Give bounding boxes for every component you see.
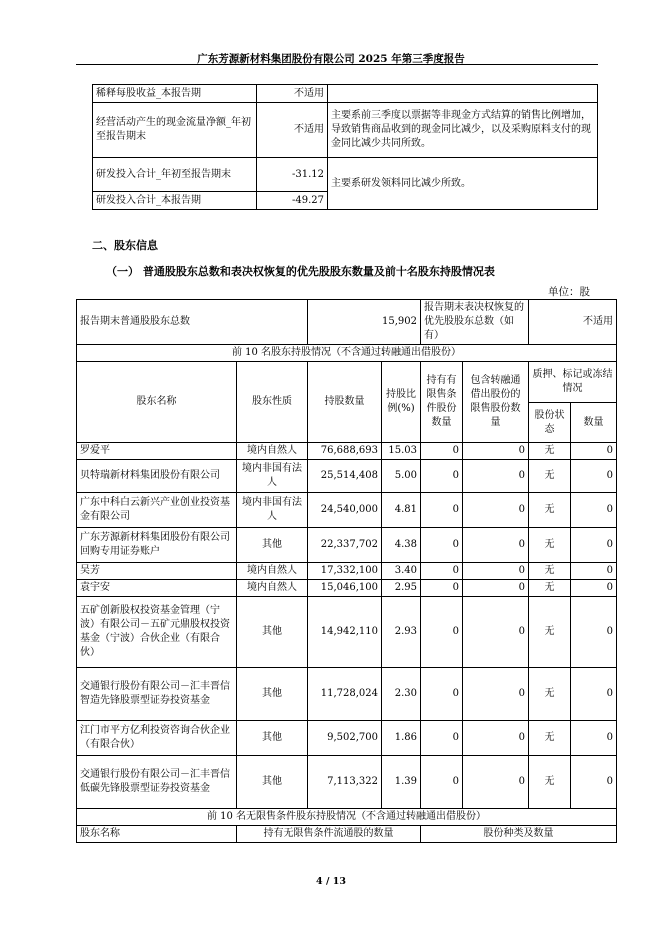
- holder-lent: 0: [463, 580, 529, 597]
- header-row: [77, 362, 617, 403]
- holder-pledge-status: 无: [529, 756, 571, 809]
- holder-nature: 其他: [237, 756, 308, 809]
- holder-ratio: 4.81: [382, 493, 421, 528]
- top10-title: 前 10 名股东持股情况（不含通过转融通出借股份）: [77, 345, 617, 362]
- holder-ratio: 4.38: [382, 528, 421, 563]
- metric-label: 研发投入合计_年初至报告期末: [93, 158, 257, 192]
- holder-ratio: 1.39: [382, 756, 421, 809]
- holder-nature: 其他: [237, 668, 308, 721]
- holder-nature: 境内自然人: [237, 563, 308, 580]
- holder-ratio: 2.30: [382, 668, 421, 721]
- metric-value: -31.12: [257, 158, 328, 192]
- holder-restricted: 0: [421, 721, 463, 756]
- holder-pledge-qty: 0: [571, 597, 617, 668]
- holder-qty: 17,332,100: [308, 563, 382, 580]
- table-row: [77, 721, 617, 756]
- holder-pledge-status: 无: [529, 668, 571, 721]
- holder-ratio: 15.03: [382, 443, 421, 460]
- col-header-restricted: 持有有限售条件股份数量: [421, 362, 463, 443]
- holder-pledge-qty: 0: [571, 668, 617, 721]
- top-metrics-table: [92, 84, 598, 210]
- holder-pledge-qty: 0: [571, 721, 617, 756]
- holder-pledge-qty: 0: [571, 460, 617, 493]
- summary-label: 报告期末表决权恢复的优先股股东总数（如有）: [421, 300, 529, 345]
- holder-restricted: 0: [421, 460, 463, 493]
- col-header-pledge: 质押、标记或冻结情况: [529, 362, 617, 403]
- holder-lent: 0: [463, 460, 529, 493]
- shareholders-table: [76, 299, 617, 843]
- holder-nature: 境内非国有法人: [237, 493, 308, 528]
- col-header-pledge-status: 股份状态: [529, 403, 571, 443]
- holder-name: 广东中科白云新兴产业创业投资基金有限公司: [77, 493, 237, 528]
- holder-nature: 境内非国有法人: [237, 460, 308, 493]
- holder-lent: 0: [463, 563, 529, 580]
- holder-lent: 0: [463, 443, 529, 460]
- holder-name: 交通银行股份有限公司－汇丰晋信智造先锋股票型证券投资基金: [77, 668, 237, 721]
- table-row: [77, 443, 617, 460]
- table-row: [77, 597, 617, 668]
- header-row: [77, 826, 617, 843]
- table-row: [77, 668, 617, 721]
- holder-lent: 0: [463, 721, 529, 756]
- table-row: [77, 563, 617, 580]
- holder-name: 交通银行股份有限公司－汇丰晋信低碳先锋股票型证券投资基金: [77, 756, 237, 809]
- holder-restricted: 0: [421, 563, 463, 580]
- holder-qty: 14,942,110: [308, 597, 382, 668]
- holder-restricted: 0: [421, 443, 463, 460]
- table-row: [77, 460, 617, 493]
- holder-qty: 7,113,322: [308, 756, 382, 809]
- page-number: 4 / 13: [316, 876, 346, 887]
- report-header: 广东芳源新材料集团股份有限公司 2025 年第三季度报告: [197, 53, 465, 65]
- holder-qty: 22,337,702: [308, 528, 382, 563]
- table-row: [77, 580, 617, 597]
- table-row: [93, 85, 598, 103]
- holder-qty: 9,502,700: [308, 721, 382, 756]
- holder-nature: 境内自然人: [237, 580, 308, 597]
- holder-pledge-qty: 0: [571, 563, 617, 580]
- holder-ratio: 1.86: [382, 721, 421, 756]
- holder-pledge-status: 无: [529, 597, 571, 668]
- holder-nature: 其他: [237, 721, 308, 756]
- holder-pledge-status: 无: [529, 528, 571, 563]
- holder-name: 五矿创新股权投资基金管理（宁波）有限公司－五矿元鼎股权投资基金（宁波）合伙企业（有限合伙）: [77, 597, 237, 668]
- col-header-share-type: 股份种类及数量: [421, 826, 617, 843]
- col-header-qty: 持股数量: [308, 362, 382, 443]
- table-row: [77, 493, 617, 528]
- holder-name: 贝特瑞新材料集团股份有限公司: [77, 460, 237, 493]
- holder-nature: 其他: [237, 528, 308, 563]
- section-row: [77, 345, 617, 362]
- holder-ratio: 5.00: [382, 460, 421, 493]
- col-header-name: 股东名称: [77, 826, 237, 843]
- holder-pledge-status: 无: [529, 721, 571, 756]
- metric-label: 经营活动产生的现金流量净额_年初至报告期末: [93, 103, 257, 158]
- holder-name: 罗爱平: [77, 443, 237, 460]
- summary-value: 不适用: [529, 300, 617, 345]
- section-subtitle: （一） 普通股股东总数和表决权恢复的优先股股东数量及前十名股东持股情况表: [106, 265, 495, 278]
- col-header-lent: 包含转融通借出股份的限售股份数量: [463, 362, 529, 443]
- holder-qty: 24,540,000: [308, 493, 382, 528]
- summary-label: 报告期末普通股股东总数: [77, 300, 308, 345]
- table-row: [77, 528, 617, 563]
- holder-nature: 其他: [237, 597, 308, 668]
- unrestricted-title: 前 10 名无限售条件股东持股情况（不含通过转融通出借股份）: [77, 809, 617, 826]
- holder-qty: 25,514,408: [308, 460, 382, 493]
- holder-pledge-qty: 0: [571, 756, 617, 809]
- metric-label: 研发投入合计_本报告期: [93, 192, 257, 210]
- metric-value: -49.27: [257, 192, 328, 210]
- holder-lent: 0: [463, 597, 529, 668]
- metric-reason: 主要系研发领料同比减少所致。: [328, 158, 598, 210]
- section-title: 二、股东信息: [92, 239, 158, 252]
- holder-lent: 0: [463, 493, 529, 528]
- holder-restricted: 0: [421, 528, 463, 563]
- holder-lent: 0: [463, 756, 529, 809]
- holder-name: 江门市平方亿利投资咨询合伙企业（有限合伙）: [77, 721, 237, 756]
- holder-qty: 15,046,100: [308, 580, 382, 597]
- holder-nature: 境内自然人: [237, 443, 308, 460]
- holder-pledge-status: 无: [529, 563, 571, 580]
- holder-name: 吴芳: [77, 563, 237, 580]
- holder-pledge-status: 无: [529, 460, 571, 493]
- holder-restricted: 0: [421, 756, 463, 809]
- metric-value: 不适用: [257, 103, 328, 158]
- holder-ratio: 2.93: [382, 597, 421, 668]
- col-header-name: 股东名称: [77, 362, 237, 443]
- holder-qty: 76,688,693: [308, 443, 382, 460]
- section-row: [77, 809, 617, 826]
- metric-value: 不适用: [257, 85, 328, 103]
- metric-reason: [328, 85, 598, 103]
- header-divider: [76, 64, 598, 65]
- table-row: [93, 103, 598, 158]
- holder-pledge-qty: 0: [571, 580, 617, 597]
- holder-pledge-status: 无: [529, 580, 571, 597]
- col-header-unrestricted-qty: 持有无限售条件流通股的数量: [237, 826, 421, 843]
- holder-name: 广东芳源新材料集团股份有限公司回购专用证券账户: [77, 528, 237, 563]
- holder-restricted: 0: [421, 668, 463, 721]
- holder-pledge-status: 无: [529, 443, 571, 460]
- metric-label: 稀释每股收益_本报告期: [93, 85, 257, 103]
- col-header-pledge-qty: 数量: [571, 403, 617, 443]
- metric-reason: 主要系前三季度以票据等非现金方式结算的销售比例增加，导致销售商品收到的现金同比减少，以及采购原料支付的现金同比减少共同所致。: [328, 103, 598, 158]
- holder-name: 袁宇安: [77, 580, 237, 597]
- holder-pledge-qty: 0: [571, 493, 617, 528]
- holder-restricted: 0: [421, 597, 463, 668]
- col-header-ratio: 持股比例(%): [382, 362, 421, 443]
- holder-ratio: 3.40: [382, 563, 421, 580]
- holder-pledge-qty: 0: [571, 528, 617, 563]
- holder-lent: 0: [463, 668, 529, 721]
- holder-pledge-status: 无: [529, 493, 571, 528]
- unit-label: 单位：股: [548, 286, 590, 298]
- summary-value: 15,902: [308, 300, 421, 345]
- summary-row: [77, 300, 617, 345]
- holder-ratio: 2.95: [382, 580, 421, 597]
- holder-restricted: 0: [421, 493, 463, 528]
- table-row: [77, 756, 617, 809]
- holder-restricted: 0: [421, 580, 463, 597]
- holder-lent: 0: [463, 528, 529, 563]
- holder-pledge-qty: 0: [571, 443, 617, 460]
- holder-qty: 11,728,024: [308, 668, 382, 721]
- table-row: [93, 158, 598, 192]
- col-header-nature: 股东性质: [237, 362, 308, 443]
